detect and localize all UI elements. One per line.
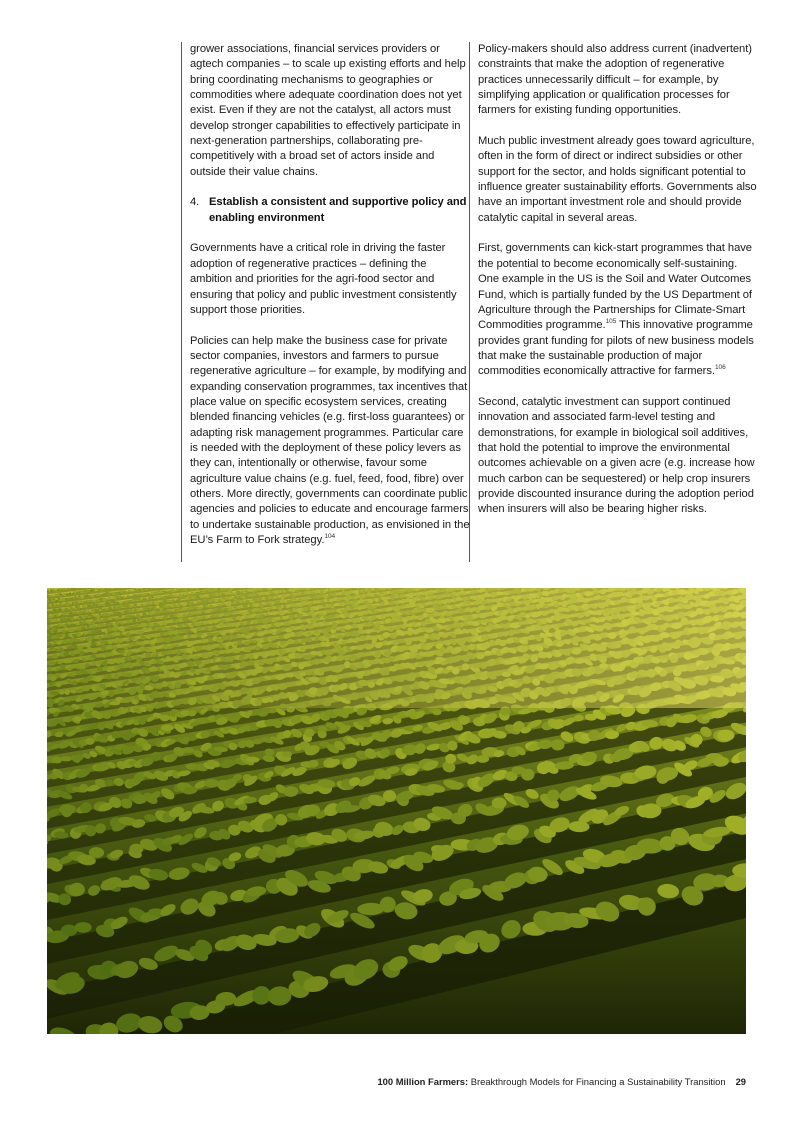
- paragraph: [478, 241, 760, 379]
- footnote-reference: 104: [324, 533, 336, 540]
- section-heading: [190, 195, 470, 226]
- report-title: 100 Million Farmers:: [377, 1076, 469, 1087]
- paragraph: Much public investment already goes toward agriculture, often in the form of direct or indirect subsidies or other support for the sector, and holds significant potential to influence greater sustainability efforts. Governments also have an important investment role and should provide catalytic capital in several areas.: [478, 135, 757, 224]
- left-text-column: [181, 42, 470, 562]
- footnote-reference: 106: [714, 364, 726, 372]
- page-number: 29: [735, 1076, 746, 1087]
- paragraph: Policy-makers should also address current (inadvertent) constraints that make the adoption of regenerative practices unnecessarily difficult – for example, by simplifying application or qualification processes for farmers for existing funding opportunities.: [478, 43, 752, 117]
- footnote-reference: 105: [605, 318, 617, 326]
- paragraph-text: This innovative programme provides grant funding for pilots of new business models that make the sustainable production of major commodities economically attractive for farmers.: [478, 319, 754, 378]
- paragraph-text: Policies can help make the business case for private sector companies, investors and farmers to pursue regenerative agriculture – for example, by modifying and expanding conservation programmes, tax incentives that place value on specific ecosystem services, creating blended financing vehicles (e.g. first-loss guarantees) or adapting risk management programmes. Particular care is needed with the deployment of these policy levers as they can, intentionally or otherwise, favour some agriculture value chains (e.g. fuel, feed, food, fibre) over others. More directly, governments can coordinate public agencies and policies to educate and encourage farmers to undertake sustainable production, as envisioned in the EU’s Farm to Fork strategy.: [190, 334, 470, 546]
- crop-field-photo: [47, 588, 746, 1034]
- paragraph: Governments have a critical role in driving the faster adoption of regenerative practices – defining the ambition and priorities for the agri-food sector and ensuring that policy and public investment consistently support those priorities.: [190, 242, 457, 316]
- paragraph: Second, catalytic investment can support continued innovation and associated farm-level testing and demonstrations, for example in biological soil additives, that hold the potential to improve the environmental outcomes achievable on a given acre (e.g. increase how much carbon can be sequestered) or help crop insurers provide discounted insurance during the adoption period when insurers will also be bearing higher risks.: [478, 395, 755, 516]
- crop-field-image: [47, 588, 746, 1034]
- page-footer: [377, 1076, 746, 1087]
- paragraph: grower associations, financial services providers or agtech companies – to scale up existing efforts and help bring coordinating mechanisms to geographies or commodities where adequate coordination does not yet exist. Even if they are not the catalyst, all actors must develop stronger capabilities to effectively participate in next-generation partnerships, collaborating pre-competitively with a broad set of actors inside and outside their value chains.: [190, 43, 466, 178]
- section-title: Establish a consistent and supportive policy and enabling environment: [209, 196, 467, 224]
- paragraph: [190, 334, 470, 549]
- report-subtitle: Breakthrough Models for Financing a Sustainability Transition: [468, 1076, 726, 1087]
- paragraph-text: First, governments can kick-start programmes that have the potential to become economically self-sustaining. One example in the US is the Soil and Water Outcomes Fund, which is partially funded by the US Department of Agriculture through the Partnerships for Climate-Smart Commodities programme.: [478, 242, 752, 332]
- section-number: 4.: [190, 196, 200, 209]
- right-text-column: [469, 42, 760, 562]
